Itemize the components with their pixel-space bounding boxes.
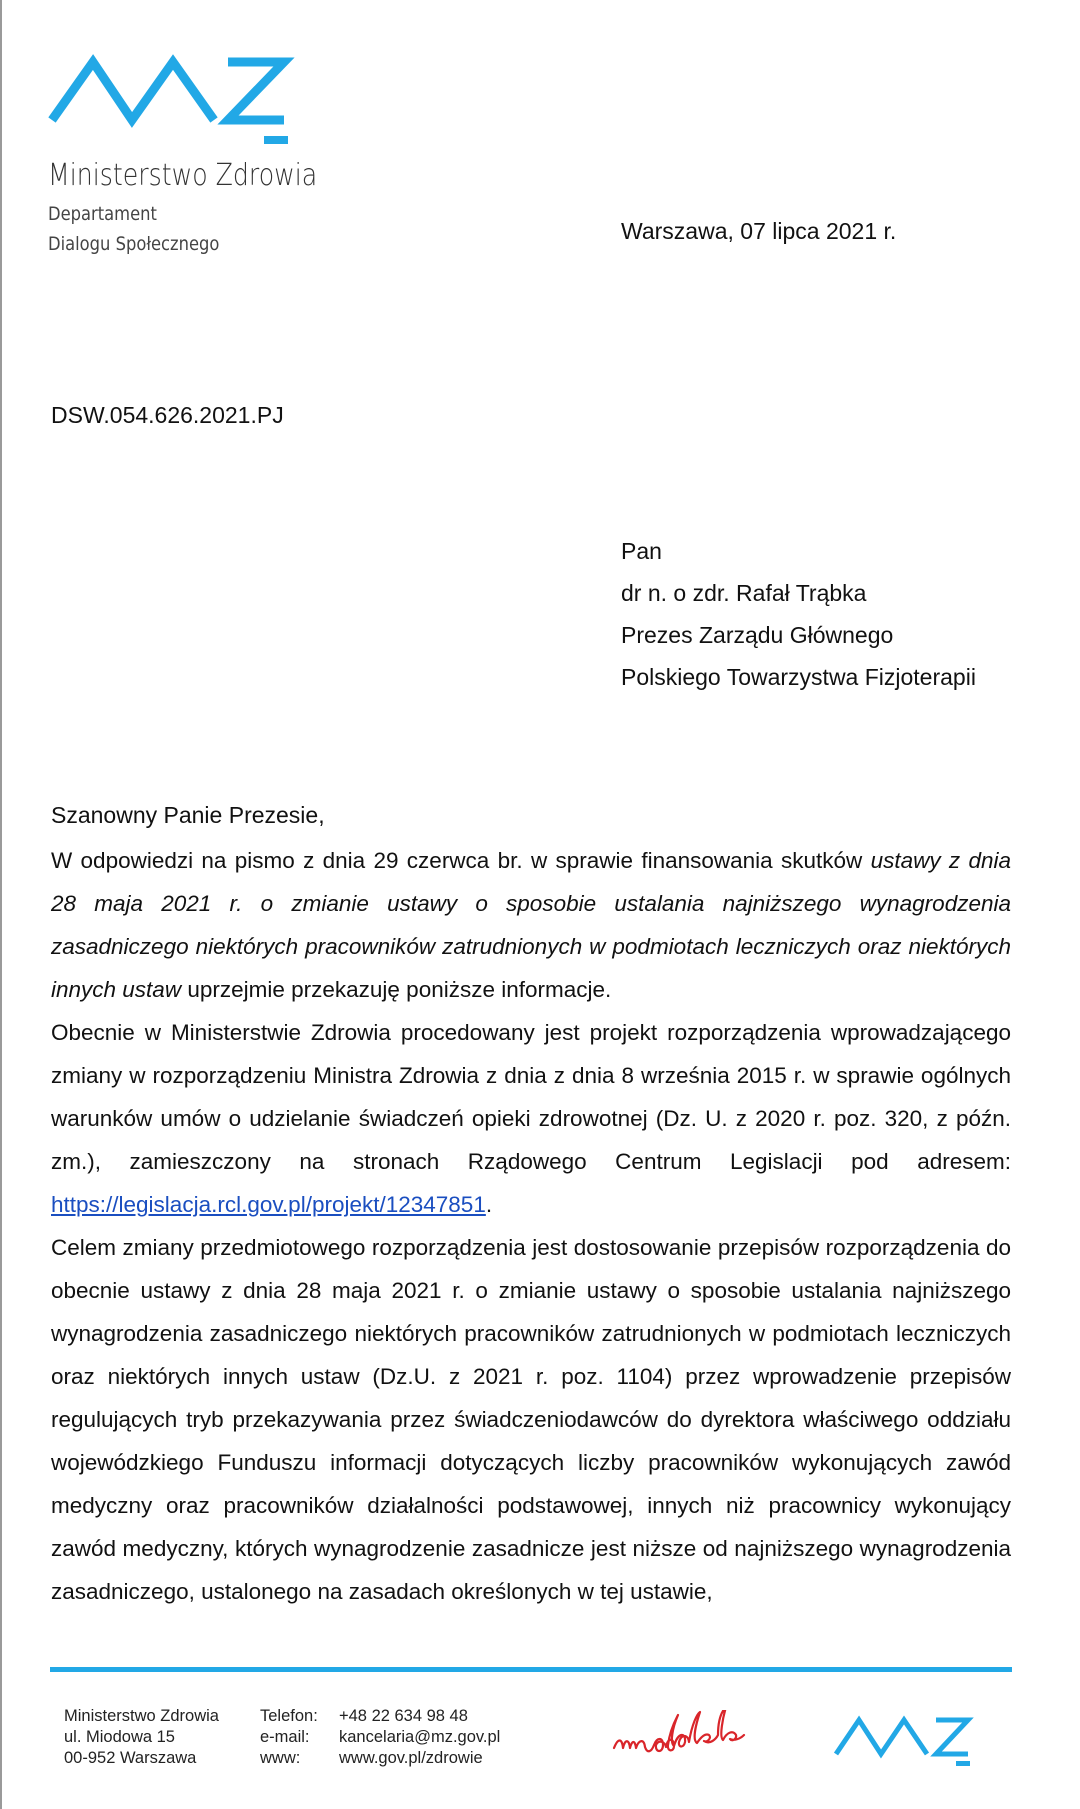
page-edge-line (0, 0, 2, 1809)
footer-label: Telefon: (260, 1707, 318, 1725)
footer-label: e-mail: (260, 1728, 310, 1746)
recipient-line: dr n. o zdr. Rafał Trąbka (621, 580, 867, 606)
paragraph-regulation (51, 1011, 1011, 1226)
letter-body (51, 839, 1011, 1613)
footer-email[interactable]: kancelaria@mz.gov.pl (339, 1728, 501, 1746)
mz-footer-logo (832, 1712, 996, 1767)
niepodlegla-signature (610, 1710, 790, 1770)
place-date: Warszawa, 07 lipca 2021 r. (621, 218, 897, 244)
paragraph-text: Obecnie w Ministerstwie Zdrowia procedowany jest projekt rozporządzenia wprowadzającego zmiany w rozporządzeniu Ministra Zdrowia z dnia z dnia 8 września 2015 r. w sprawie ogólnych warunków umów o udzielanie świadczeń opieki zdrowotnej (Dz. U. z 2020 r. poz. 320, z późn. zm.), zamieszczony na stronach Rządowego Centrum Legislacji pod adresem: (51, 1020, 1011, 1174)
paragraph-text: uprzejmie przekazuję poniższe informacje. (181, 977, 612, 1002)
footer-label: www: (260, 1749, 301, 1767)
recipient-line: Pan (621, 538, 662, 564)
footer-address-line: 00-952 Warszawa (64, 1749, 197, 1767)
recipient-block (621, 530, 976, 698)
mz-logo (46, 52, 332, 147)
paragraph-response (51, 839, 1011, 1011)
footer-divider (50, 1667, 1012, 1672)
ministry-name: Ministerstwo Zdrowia (48, 158, 318, 193)
act-title: ustawy z dnia 28 maja 2021 r. o zmianie ustawy o sposobie ustalania najniższego wynagrodzenia zasadniczego niektórych pracowników zatrudnionych w podmiotach leczniczych oraz niektórych innych ustaw (51, 848, 1012, 1002)
footer-website[interactable]: www.gov.pl/zdrowie (339, 1749, 483, 1767)
recipient-line: Prezes Zarządu Głównego (621, 622, 894, 648)
recipient-line: Polskiego Towarzystwa Fizjoterapii (621, 664, 976, 690)
reference-number: DSW.054.626.2021.PJ (51, 402, 284, 428)
paragraph-purpose: Celem zmiany przedmiotowego rozporządzenia jest dostosowanie przepisów rozporządzenia do obecnie ustawy z dnia 28 maja 2021 r. o zmianie ustawy o sposobie ustalania najniższego wynagrodzenia zasadniczego niektórych pracowników zatrudnionych w podmiotach leczniczych oraz niektórych innych ustaw (Dz.U. z 2021 r. poz. 1104) przez wprowadzenie przepisów regulujących tryb przekazywania przez świadczeniodawców do dyrektora właściwego oddziału wojewódzkiego Funduszu informacji dotyczących liczby pracowników wykonujących zawód medyczny oraz pracowników działalności podstawowej, innych niż pracownicy wykonujący zawód medyczny, których wynagrodzenie zasadnicze jest niższe od najniższego wynagrodzenia zasadniczego, ustalonego na zasadach określonych w tej ustawie, (51, 1235, 1011, 1604)
footer-address-line: Ministerstwo Zdrowia (64, 1707, 219, 1725)
footer-contact-labels (260, 1706, 318, 1769)
footer-contact-values (339, 1706, 500, 1769)
department-line-2: Dialogu Społecznego (48, 233, 220, 255)
footer-address-line: ul. Miodowa 15 (64, 1728, 175, 1746)
department-line-1: Departament (48, 203, 157, 225)
footer-address (64, 1706, 219, 1769)
footer-phone: +48 22 634 98 48 (339, 1707, 468, 1725)
salutation: Szanowny Panie Prezesie, (51, 802, 325, 828)
paragraph-text: W odpowiedzi na pismo z dnia 29 czerwca br. w sprawie finansowania skutków (51, 848, 871, 873)
rcl-project-link[interactable]: https://legislacja.rcl.gov.pl/projekt/12347851 (51, 1192, 486, 1217)
paragraph-text: . (485, 1192, 493, 1217)
